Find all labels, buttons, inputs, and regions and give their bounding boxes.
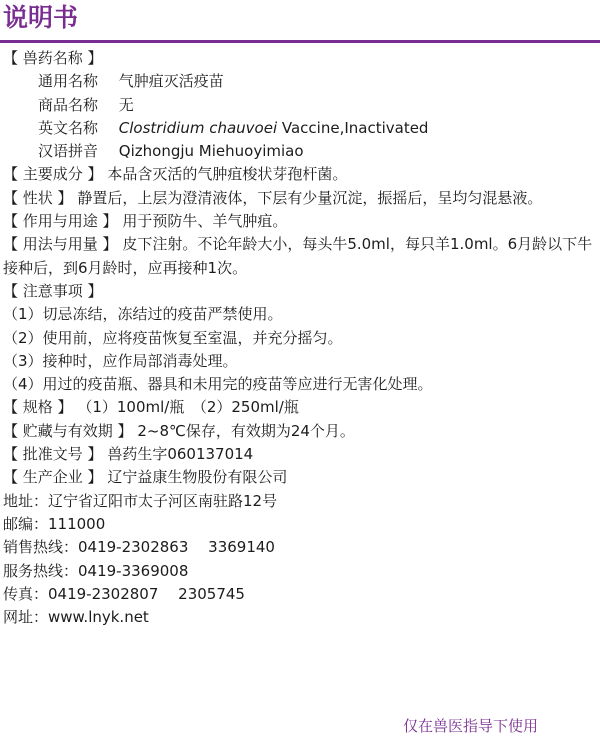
field-value: 无 [118, 95, 134, 114]
section-vet-name-header: 【 兽药名称 】 [3, 49, 103, 67]
section-manufacturer [3, 466, 597, 489]
field-english-name [3, 117, 597, 140]
section-text: 皮下注射。不论年龄大小，每头牛5.0ml，每只羊1.0ml。6月龄以下牛接种后，到6月龄时，应再接种1次。 [3, 235, 593, 277]
section-text: 用于预防牛、羊气肿疽。 [122, 212, 288, 231]
precaution-item: （1）切忌冻结，冻结过的疫苗严禁使用。 [3, 305, 283, 324]
section-text: 辽宁益康生物股份有限公司 [107, 468, 288, 487]
field-label: 英文名称 [38, 118, 99, 137]
field-value: 气肿疽灭活疫苗 [118, 72, 224, 91]
contact-fax: 传真：0419-2302807 2305745 [3, 584, 245, 603]
precaution-item: （2）使用前，应将疫苗恢复至室温，并充分摇匀。 [3, 328, 343, 347]
section-header: 【 生产企业 】 [3, 468, 103, 487]
vet-guidance-note: 仅在兽医指导下使用 [403, 717, 539, 735]
contact-postcode: 邮编：111000 [3, 514, 106, 533]
section-approval [3, 443, 597, 466]
field-label: 汉语拼音 [38, 142, 99, 161]
precaution-item: （3）接种时，应作局部消毒处理。 [3, 351, 238, 370]
section-header: 【 贮藏与有效期 】 [3, 421, 133, 440]
field-label: 通用名称 [38, 72, 99, 91]
section-spec [3, 396, 597, 419]
contact-service-hotline: 服务热线：0419-3369008 [3, 561, 189, 580]
section-text: 本品含灭活的气肿疽梭状芽孢杆菌。 [107, 165, 348, 184]
leaflet-content [3, 47, 597, 629]
contact-website: 网址：www.lnyk.net [3, 608, 149, 627]
section-dosage [3, 233, 597, 280]
section-header: 【 批准文号 】 [3, 445, 103, 464]
section-precautions-header: 【 注意事项 】 [3, 281, 103, 300]
title-divider [0, 40, 600, 43]
section-header: 【 性状 】 [3, 188, 73, 207]
field-value: Qizhongju Miehuoyimiao [118, 142, 304, 161]
field-trade-name [3, 94, 597, 117]
section-text: 2~8℃保存，有效期为24个月。 [137, 421, 355, 440]
page-title: 说明书 [3, 3, 79, 32]
field-value-latin: Clostridium chauvoei [118, 118, 278, 137]
section-header: 【 作用与用途 】 [3, 212, 118, 231]
contact-sales-hotline: 销售热线：0419-2302863 3369140 [3, 538, 275, 557]
section-header: 【 规格 】 [3, 398, 73, 417]
field-label: 商品名称 [38, 95, 99, 114]
field-pinyin [3, 140, 597, 163]
section-ingredient [3, 163, 597, 186]
section-properties [3, 187, 597, 210]
section-text: 静置后，上层为澄清液体，下层有少量沉淀，振摇后，呈均匀混悬液。 [77, 188, 543, 207]
section-usage [3, 210, 597, 233]
field-generic-name [3, 70, 597, 93]
section-header: 【 主要成分 】 [3, 165, 103, 184]
section-storage [3, 420, 597, 443]
section-header: 【 用法与用量 】 [3, 235, 118, 254]
precaution-item: （4）用过的疫苗瓶、器具和未用完的疫苗等应进行无害化处理。 [3, 375, 433, 394]
section-text: （1）100ml/瓶 （2）250ml/瓶 [77, 398, 299, 417]
contact-address: 地址：辽宁省辽阳市太子河区南驻路12号 [3, 491, 278, 510]
field-value: Vaccine,Inactivated [277, 118, 429, 137]
section-text: 兽药生字060137014 [107, 445, 254, 464]
